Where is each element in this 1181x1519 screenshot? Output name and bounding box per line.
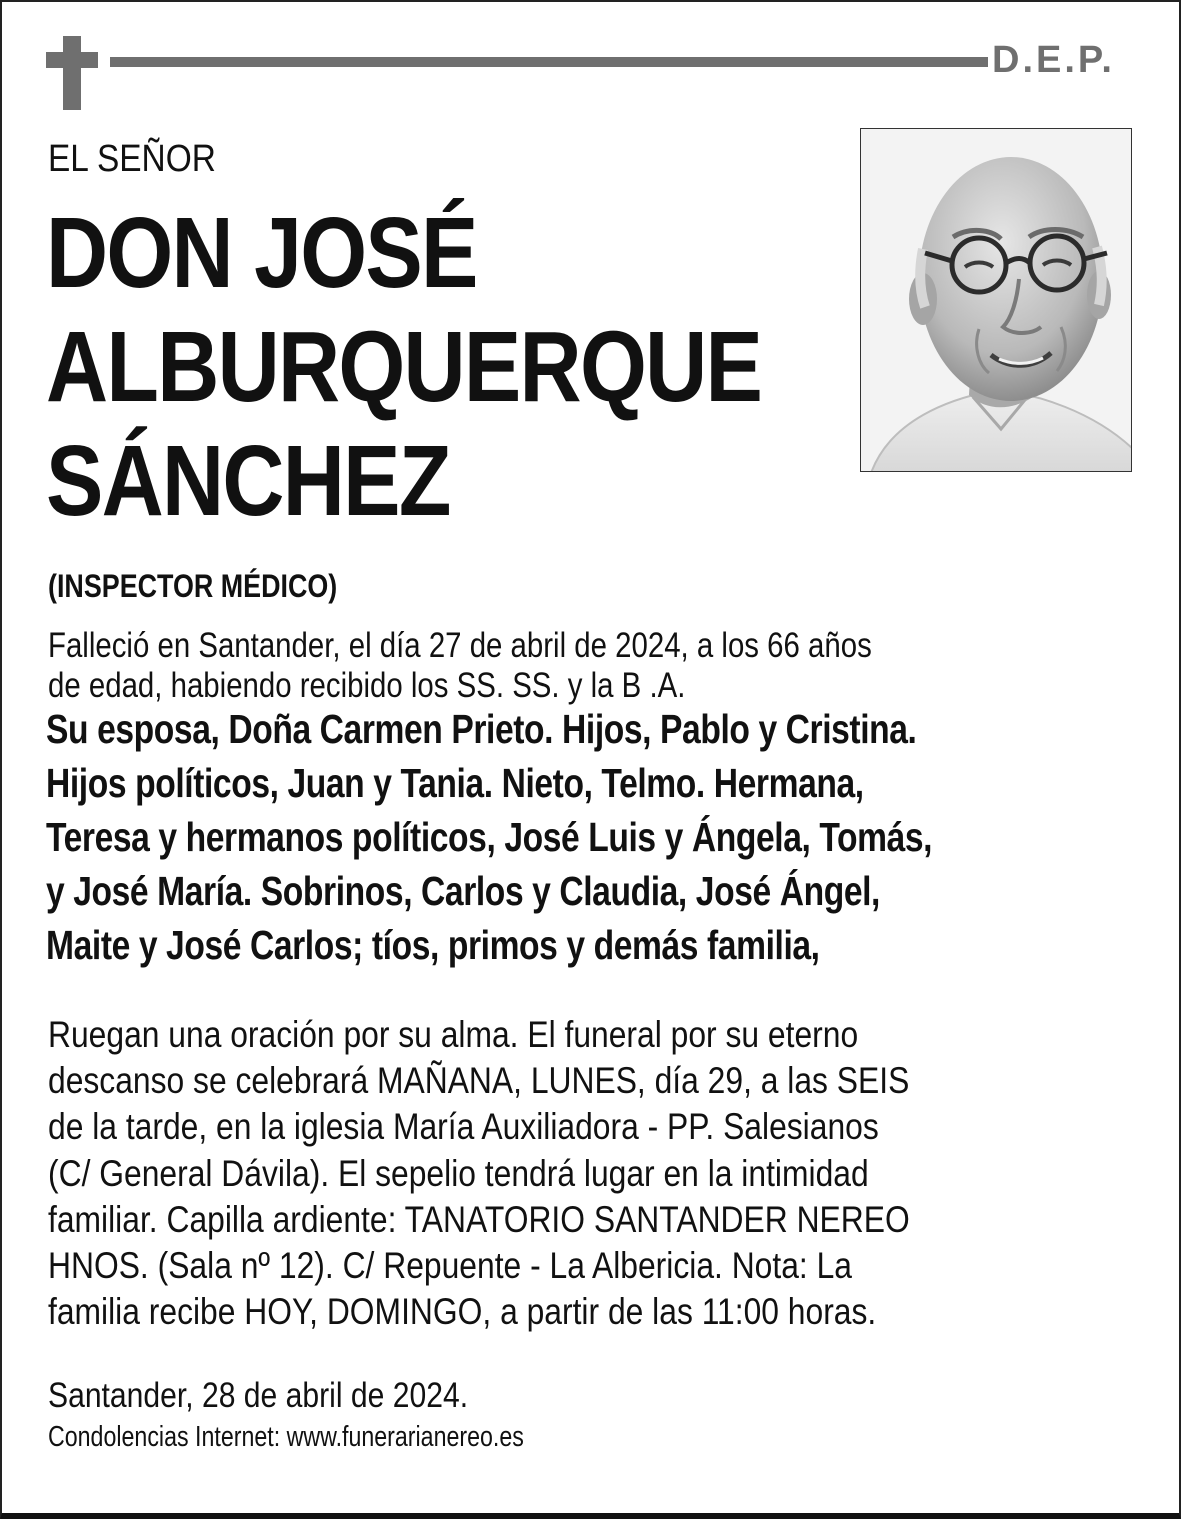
funeral-line: descanso se celebrará MAÑANA, LUNES, día 29, a las SEIS xyxy=(48,1060,910,1102)
name-line: DON JOSÉ xyxy=(46,197,477,309)
portrait-illustration xyxy=(861,129,1132,472)
death-notice xyxy=(48,626,1039,706)
name-line: SÁNCHEZ xyxy=(46,425,450,537)
family-line: y José María. Sobrinos, Carlos y Claudia, José Ángel, xyxy=(46,868,880,914)
portrait-photo xyxy=(860,128,1132,472)
funeral-line: HNOS. (Sala nº 12). C/ Repuente - La Albericia. Nota: La xyxy=(48,1245,852,1287)
family-line: Maite y José Carlos; tíos, primos y demás familia, xyxy=(46,922,820,968)
funeral-details xyxy=(48,1012,1106,1335)
condolences-link[interactable]: Condolencias Internet: www.funerarianereo.es xyxy=(48,1421,524,1453)
funeral-line: familiar. Capilla ardiente: TANATORIO SANTANDER NEREO xyxy=(48,1198,910,1240)
family-line: Hijos políticos, Juan y Tania. Nieto, Telmo. Hermana, xyxy=(46,760,864,806)
family-line: Su esposa, Doña Carmen Prieto. Hijos, Pablo y Cristina. xyxy=(46,706,917,752)
family-line: Teresa y hermanos políticos, José Luis y Ángela, Tomás, xyxy=(46,814,933,860)
funeral-line: (C/ General Dávila). El sepelio tendrá lugar en la intimidad xyxy=(48,1152,869,1194)
dep-label: D.E.P. xyxy=(992,39,1115,81)
intro-label: EL SEÑOR xyxy=(48,138,216,180)
place-date: Santander, 28 de abril de 2024. xyxy=(48,1376,469,1415)
funeral-line: Ruegan una oración por su alma. El funeral por su eterno xyxy=(48,1014,859,1055)
family-list xyxy=(46,702,1120,972)
death-line: Falleció en Santander, el día 27 de abril de 2024, a los 66 años xyxy=(48,626,872,665)
name-line: ALBURQUERQUE xyxy=(46,311,762,423)
deceased-name xyxy=(46,196,762,538)
deceased-title: (INSPECTOR MÉDICO) xyxy=(48,568,338,604)
funeral-line: de la tarde, en la iglesia María Auxiliadora - PP. Salesianos xyxy=(48,1106,879,1148)
header-rule xyxy=(110,57,988,67)
cross-icon xyxy=(46,36,98,110)
funeral-line: familia recibe HOY, DOMINGO, a partir de las 11:00 horas. xyxy=(48,1291,877,1333)
death-line: de edad, habiendo recibido los SS. SS. y la B .A. xyxy=(48,666,686,705)
